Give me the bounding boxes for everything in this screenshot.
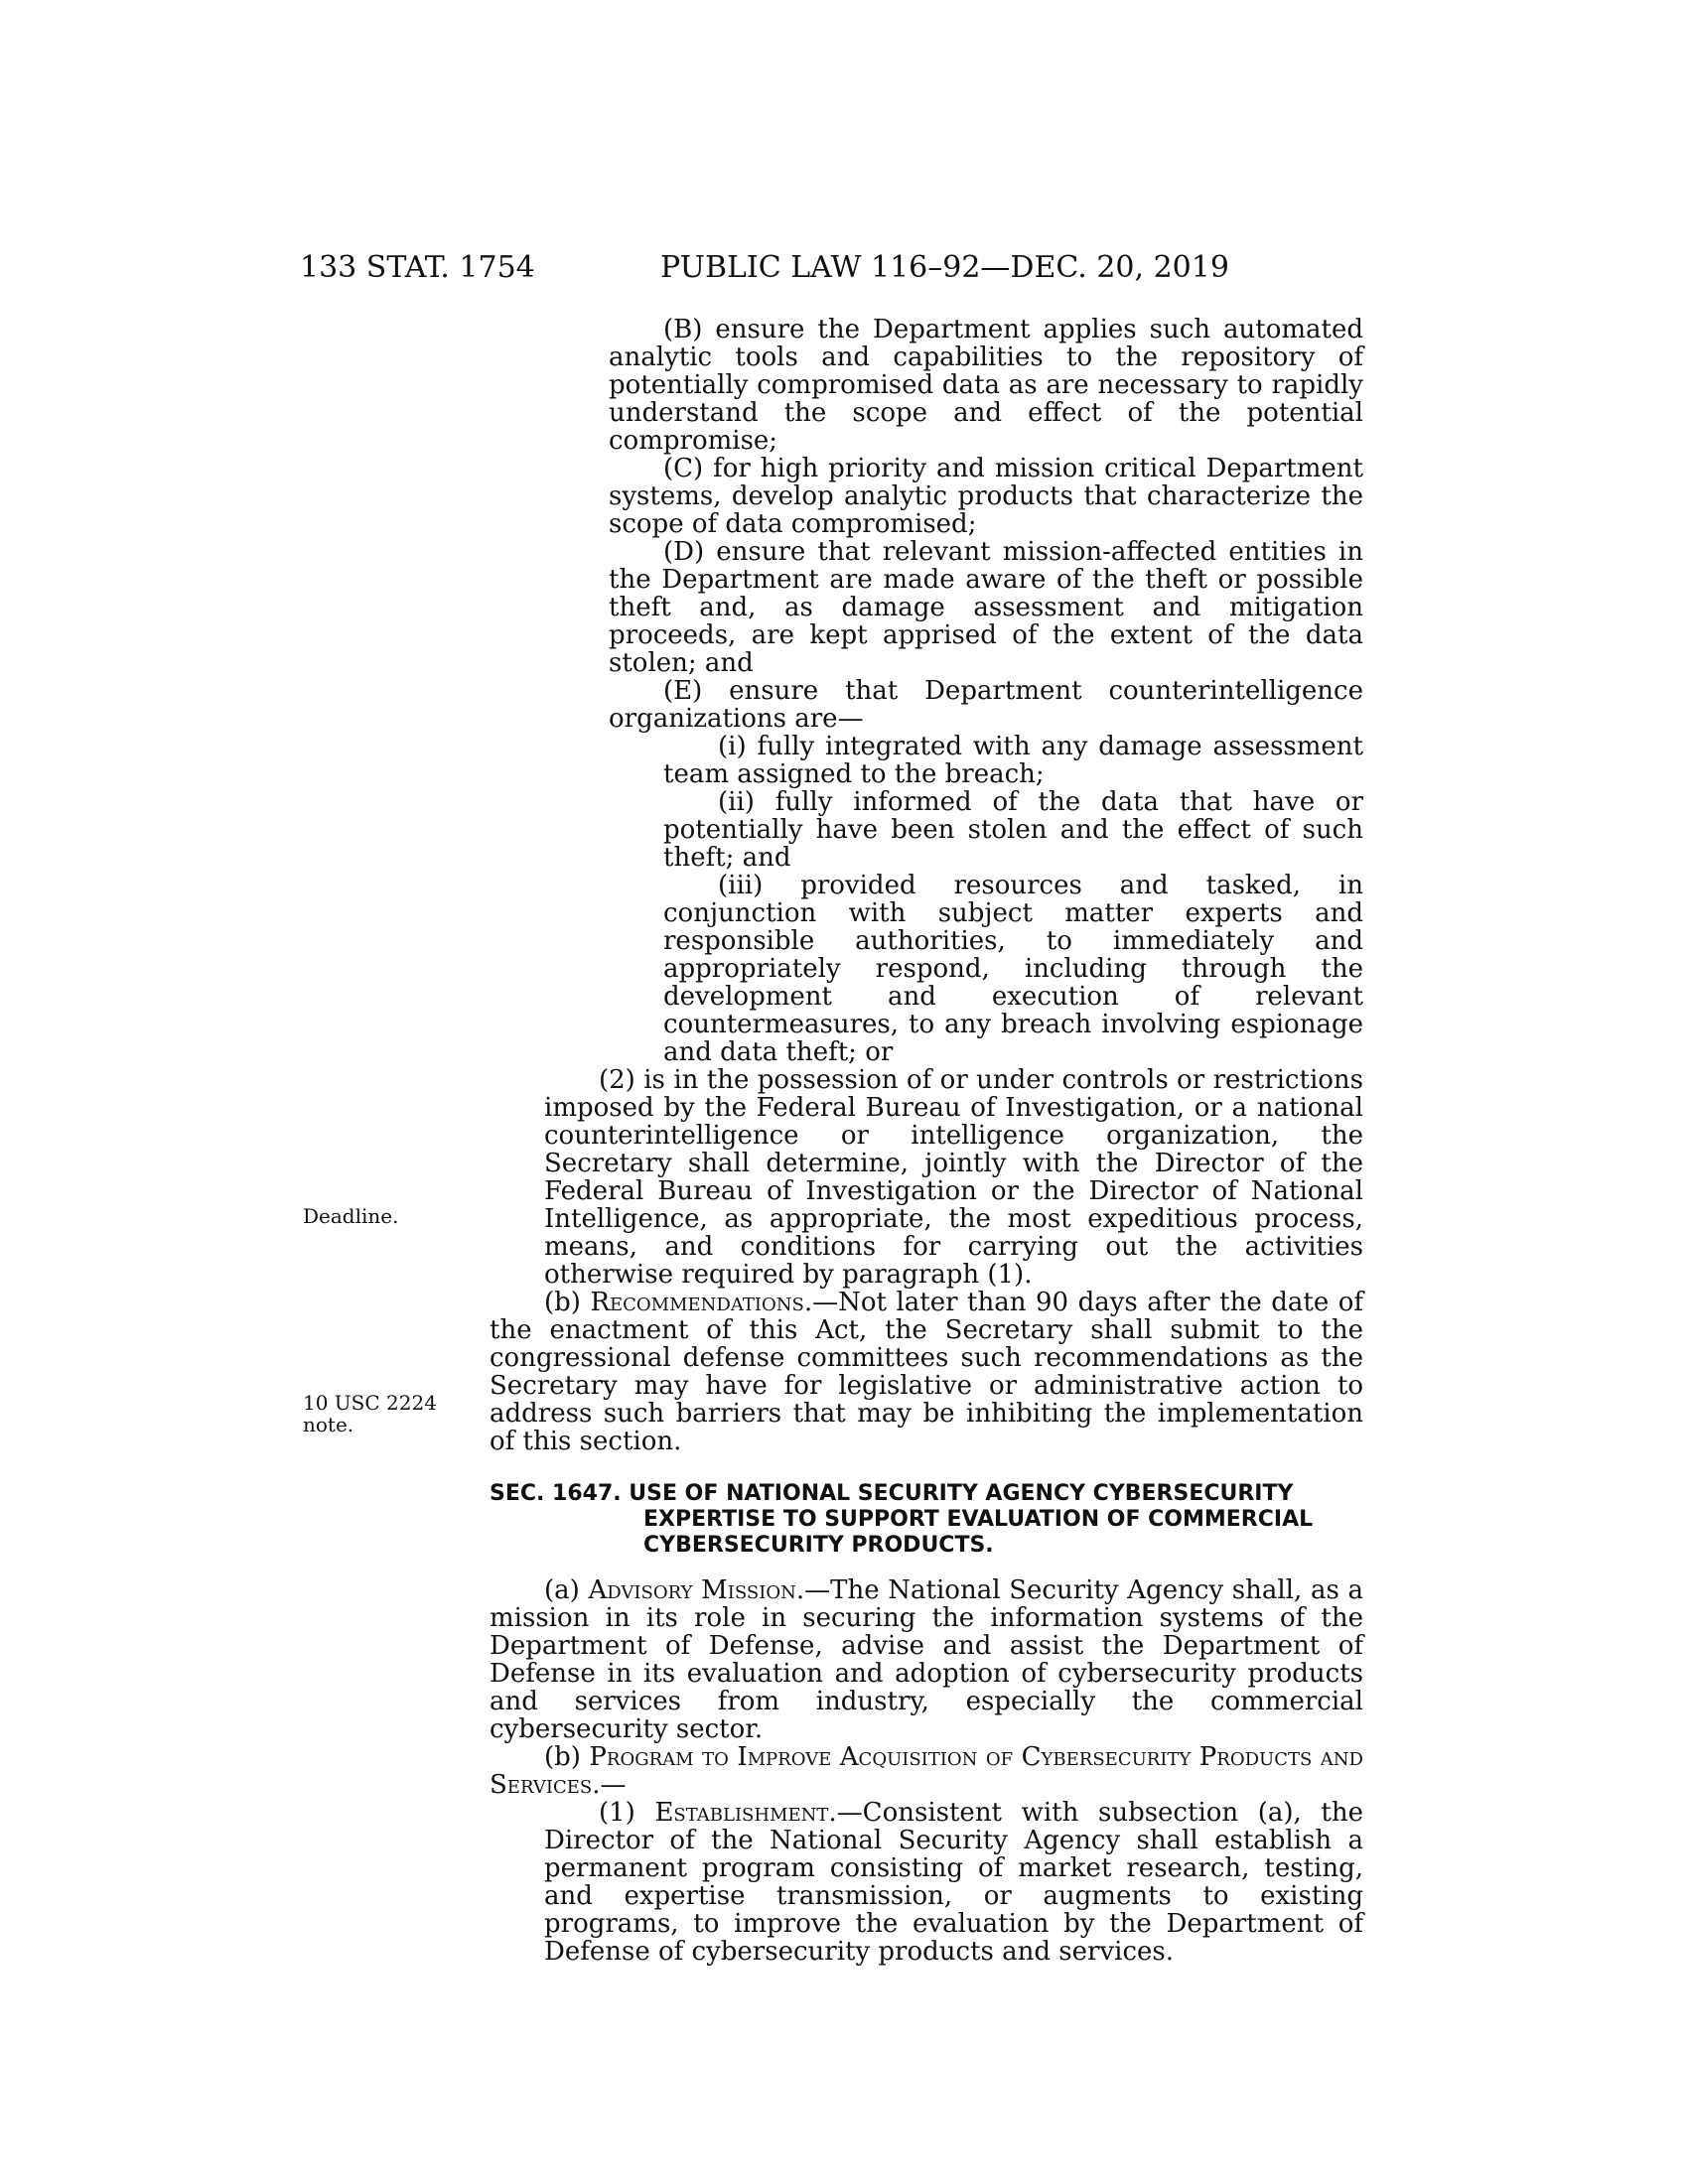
- subsection-a-label: (a): [544, 1575, 589, 1605]
- subsection-b-program: [490, 1743, 1363, 1799]
- paragraph-1-label: (1): [599, 1798, 655, 1828]
- paragraph-B: (B) ensure the Department applies such automated analytic tools and capabilities to the repository of potentially compromised data as are necessary to rapidly understand the scope and effect of the potential compromise;: [609, 315, 1363, 456]
- subsection-a-heading: Advisory Mission: [588, 1575, 796, 1605]
- subsection-b2-label: (b): [544, 1742, 590, 1772]
- section-title-lead: SEC. 1647. USE OF NATIONAL SECURITY AGENCY CYBERSECURITY: [490, 1481, 1294, 1506]
- section-title-rest: EXPERTISE TO SUPPORT EVALUATION OF COMMERCIAL CYBERSECURITY PRODUCTS.: [643, 1507, 1314, 1558]
- subsection-b-recommendations: [490, 1289, 1363, 1455]
- statute-page-number: 133 STAT. 1754: [300, 250, 535, 285]
- section-title: [490, 1481, 1363, 1559]
- subsection-b2-text: .—: [592, 1770, 627, 1800]
- paragraph-2: (2) is in the possession of or under controls or restrictions imposed by the Federal Bureau of Investigation, or a national counterintelligence or intelligence organization, the Secretary shall determine, jointly with the Director of the Federal Bureau of Investigation or the Director of National Intelligence, as appropriate, the most expeditious process, means, and conditions for carrying out the activities otherwise required by paragraph (1).: [544, 1065, 1363, 1290]
- margin-note-usc: [303, 1392, 472, 1435]
- document-body: [490, 316, 1363, 1966]
- running-title: PUBLIC LAW 116–92—DEC. 20, 2019: [660, 250, 1229, 285]
- subsection-b2-heading: Program to Improve Acquisition of Cybersecurity Products and Services: [490, 1742, 1363, 1800]
- clause-E-iii: (iii) provided resources and tasked, in conjunction with subject matter experts and responsible authorities, to immediately and appropriately respond, including through the development and execution of relevant countermeasures, to any breach involving espionage and data theft; or: [663, 871, 1363, 1067]
- clause-E-ii: (ii) fully informed of the data that have or potentially have been stolen and the effect of such theft; and: [663, 787, 1363, 873]
- clause-E-i: (i) fully integrated with any damage assessment team assigned to the breach;: [663, 732, 1363, 789]
- paragraph-1-heading: Establishment: [654, 1798, 829, 1828]
- margin-note-usc-line2: note.: [303, 1413, 354, 1436]
- paragraph-E: (E) ensure that Department counterintelligence organizations are—: [609, 676, 1363, 734]
- margin-note-usc-line1: 10 USC 2224: [303, 1391, 437, 1415]
- paragraph-C: (C) for high priority and mission critical Department systems, develop analytic products that characterize the scope of data compromised;: [609, 454, 1363, 539]
- subsection-b-text: .—Not later than 90 days after the date of the enactment of this Act, the Secretary shall submit to the congressional defense committees such recommendations as the Secretary may have for legislative or administrative action to address such barriers that may be inhibiting the implementation of this section.: [490, 1288, 1363, 1456]
- margin-note-deadline: Deadline.: [303, 1204, 399, 1228]
- paragraph-1-establishment: [544, 1799, 1363, 1966]
- subsection-b-heading: Recommendations: [590, 1288, 804, 1317]
- subsection-a-advisory: [490, 1576, 1363, 1743]
- subsection-a-text: .—The National Security Agency shall, as a mission in its role in securing the information systems of the Department of Defense, advise and assist the Department of Defense in its evaluation and adoption of cybersecurity products and services from industry, especially the commercial cybersecurity sector.: [490, 1575, 1363, 1744]
- paragraph-D: (D) ensure that relevant mission-affected entities in the Department are made aware of the theft or possible theft and, as damage assessment and mitigation proceeds, are kept apprised of the extent of the data stolen; and: [609, 537, 1363, 678]
- paragraph-1-text: .—Consistent with subsection (a), the Director of the National Security Agency shall establish a permanent program consisting of market research, testing, and expertise transmission, or augments to existing programs, to improve the evaluation by the Department of Defense of cybersecurity products and services.: [544, 1798, 1363, 1967]
- subsection-b-label: (b): [544, 1288, 591, 1317]
